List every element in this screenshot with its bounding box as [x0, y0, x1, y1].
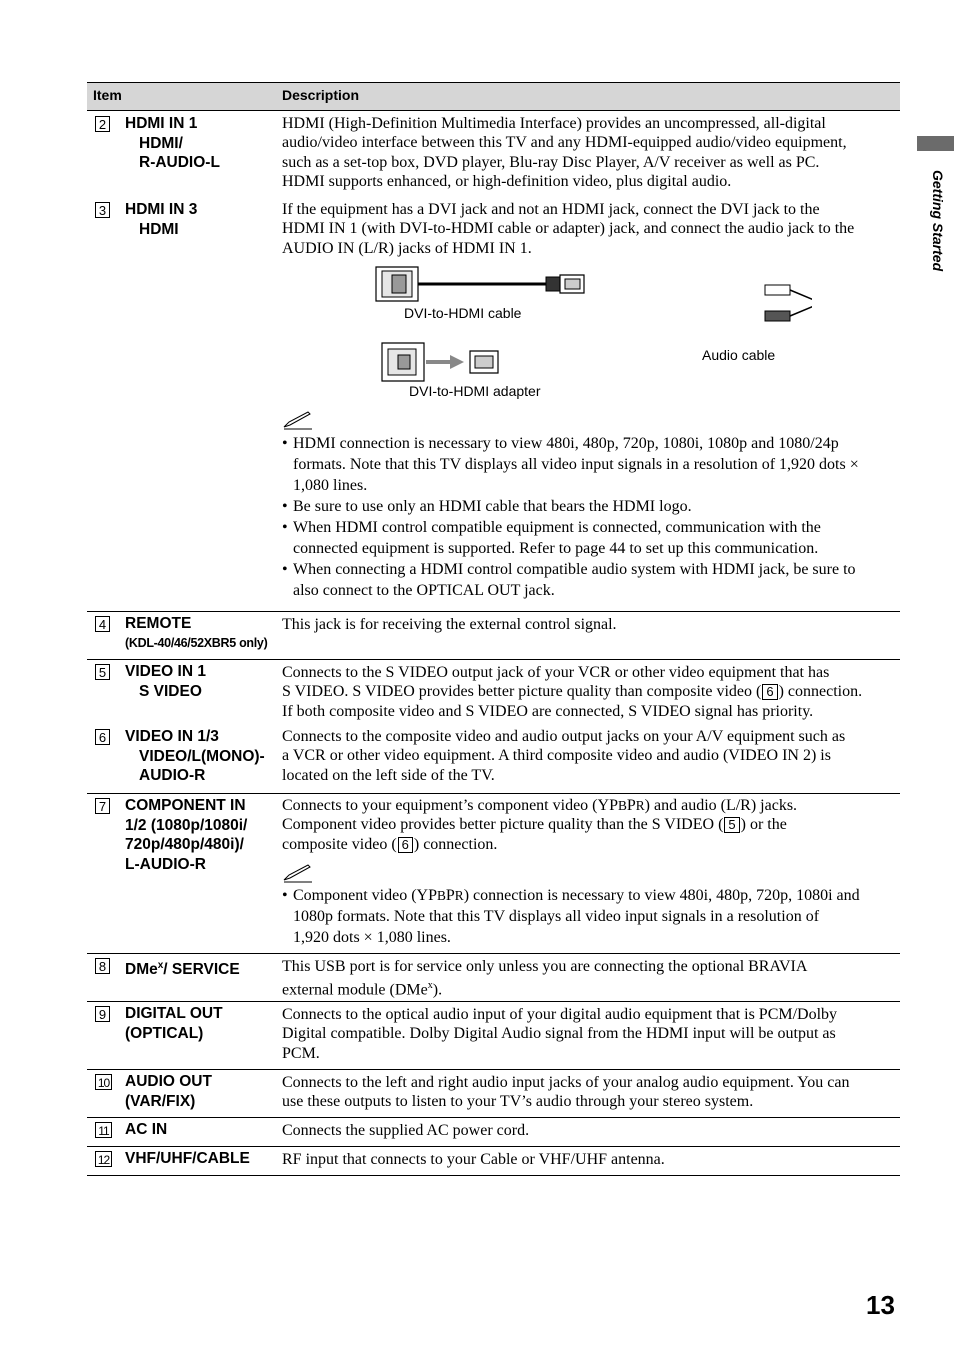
table-row	[87, 1118, 900, 1147]
item-label: COMPONENT IN 1/2 (1080p/1080i/ 720p/480p/480i)/ L-AUDIO-R	[125, 797, 248, 873]
note-item: • Be sure to use only an HDMI cable that bears the HDMI logo.	[282, 496, 898, 517]
table-row	[87, 612, 900, 660]
item-description: Connects to your equipment’s component video (YPBPR) and audio (L/R) jacks. Component video provides better picture quality than the S VIDEO ( 5 ) or the composite video ( 6 ) connection.	[282, 797, 798, 853]
item-description: Connects to the composite video and audio output jacks on your A/V equipment such as a VCR or other video equipment. A third composite video and audio (VIDEO IN 2) is located on the left side of the TV.	[282, 728, 846, 784]
audio-cable-illustration	[765, 285, 812, 321]
item-number: 6	[95, 729, 110, 745]
table-row	[87, 954, 900, 1002]
table-row	[87, 726, 900, 793]
note-item: • When connecting a HDMI control compatible audio system with HDMI jack, be sure to also connect to the OPTICAL OUT jack.	[282, 559, 898, 601]
caption-audio-cable: Audio cable	[702, 347, 776, 363]
item-label: DMe$^x$/ SERVICE	[125, 960, 240, 979]
item-number: 10	[95, 1074, 112, 1090]
connections-table	[87, 82, 900, 1176]
page-number: 13	[866, 1290, 895, 1320]
note-pencil-icon	[282, 864, 314, 884]
table-row	[87, 111, 900, 199]
item-number: 5	[95, 664, 110, 680]
item-label: AUDIO OUT (VAR/FIX)	[125, 1073, 212, 1110]
item-label: DIGITAL OUT (OPTICAL)	[125, 1005, 223, 1042]
item-number: 12	[95, 1151, 112, 1167]
item-description: If the equipment has a DVI jack and not an HDMI jack, connect the DVI jack to the HDMI IN 1 (with DVI-to-HDMI cable or adapter) jack, and connect the audio jack to the AUDIO IN (L/R) jacks of HDMI IN 1.	[282, 201, 855, 257]
dvi-to-hdmi-adapter-illustration	[382, 343, 498, 381]
note-list	[282, 433, 898, 601]
dvi-to-hdmi-cable-illustration	[376, 267, 584, 301]
item-number: 2	[95, 116, 110, 132]
item-label: AC IN	[125, 1121, 168, 1138]
item-label: REMOTE (KDL-40/46/52XBR5 only)	[125, 615, 268, 650]
table-header	[87, 82, 900, 111]
item-number: 11	[95, 1122, 112, 1138]
item-description: Connects to the S VIDEO output jack of your VCR or other video equipment that has S VIDEO. S VIDEO provides better picture quality than composite video ( 6 ) connection. If both composite video and S VIDEO are connected, S VIDEO signal has priority.	[282, 664, 863, 720]
table-row-hdmi	[87, 111, 900, 612]
item-label: VIDEO IN 1 S VIDEO	[125, 663, 206, 700]
item-description: Connects to the left and right audio input jacks of your analog audio equipment. You can use these outputs to listen to your TV’s audio through your stereo system.	[282, 1074, 850, 1111]
note-item: • When HDMI control compatible equipment is connected, communication with the connected equipment is supported. Refer to page 44 to set up this communication.	[282, 517, 898, 559]
item-number: 7	[95, 798, 110, 814]
item-description: Connects to the optical audio input of your digital audio equipment that is PCM/Dolby Digital compatible. Dolby Digital Audio signal from the HDMI input will be output as PCM.	[282, 1006, 838, 1062]
table-row	[87, 660, 900, 726]
table-row	[87, 1002, 900, 1070]
caption-dvi-cable: DVI-to-HDMI cable	[404, 305, 522, 321]
note-pencil-icon	[282, 411, 314, 431]
connection-diagram	[372, 263, 812, 393]
caption-dvi-adapter: DVI-to-HDMI adapter	[409, 383, 541, 399]
table-row	[87, 199, 900, 611]
note-item: • HDMI connection is necessary to view 480i, 480p, 720p, 1080i, 1080p and 1080/24p formats. Note that this TV displays all video input signals in a resolution of 1,920 dots × 1,080 lines.	[282, 433, 898, 496]
item-description: This jack is for receiving the external control signal.	[282, 616, 617, 633]
item-number: 3	[95, 202, 110, 218]
header-description: Description	[282, 87, 360, 103]
item-label: VIDEO IN 1/3 VIDEO/L(MONO)- AUDIO-R	[125, 728, 265, 784]
item-number: 4	[95, 616, 110, 632]
note-list	[282, 885, 898, 948]
table-row-video	[87, 660, 900, 794]
item-description: Connects the supplied AC power cord.	[282, 1122, 530, 1139]
table-row	[87, 1070, 900, 1118]
section-side-label: Getting Started	[930, 170, 946, 272]
item-label: VHF/UHF/CABLE	[125, 1150, 250, 1167]
item-description: RF input that connects to your Cable or VHF/UHF antenna.	[282, 1151, 665, 1168]
item-label: HDMI IN 3 HDMI	[125, 201, 198, 238]
note-item: • Component video (YPBPR) connection is necessary to view 480i, 480p, 720p, 1080i and 1080p formats. Note that this TV displays all video input signals in a resolution of 1,920 dots × 1,080 lines.	[282, 885, 898, 948]
table-row	[87, 794, 900, 954]
item-label: HDMI IN 1 HDMI/ R-AUDIO-L	[125, 115, 220, 171]
item-description: HDMI (High-Definition Multimedia Interface) provides an uncompressed, all-digital audio/video interface between this TV and any HDMI-equipped audio/video equipment, such as a set-top box, DVD player, Blu-ray Disc Player, A/V receiver as well as PC. HDMI supports enhanced, or high-definition video, plus digital audio.	[282, 115, 847, 190]
item-number: 8	[95, 958, 110, 974]
table-row	[87, 1147, 900, 1176]
section-tab-marker	[917, 136, 954, 151]
item-description: This USB port is for service only unless you are connecting the optional BRAVIA external module (DMe$^x$).	[282, 958, 808, 999]
header-item: Item	[93, 87, 122, 103]
item-number: 9	[95, 1006, 110, 1022]
